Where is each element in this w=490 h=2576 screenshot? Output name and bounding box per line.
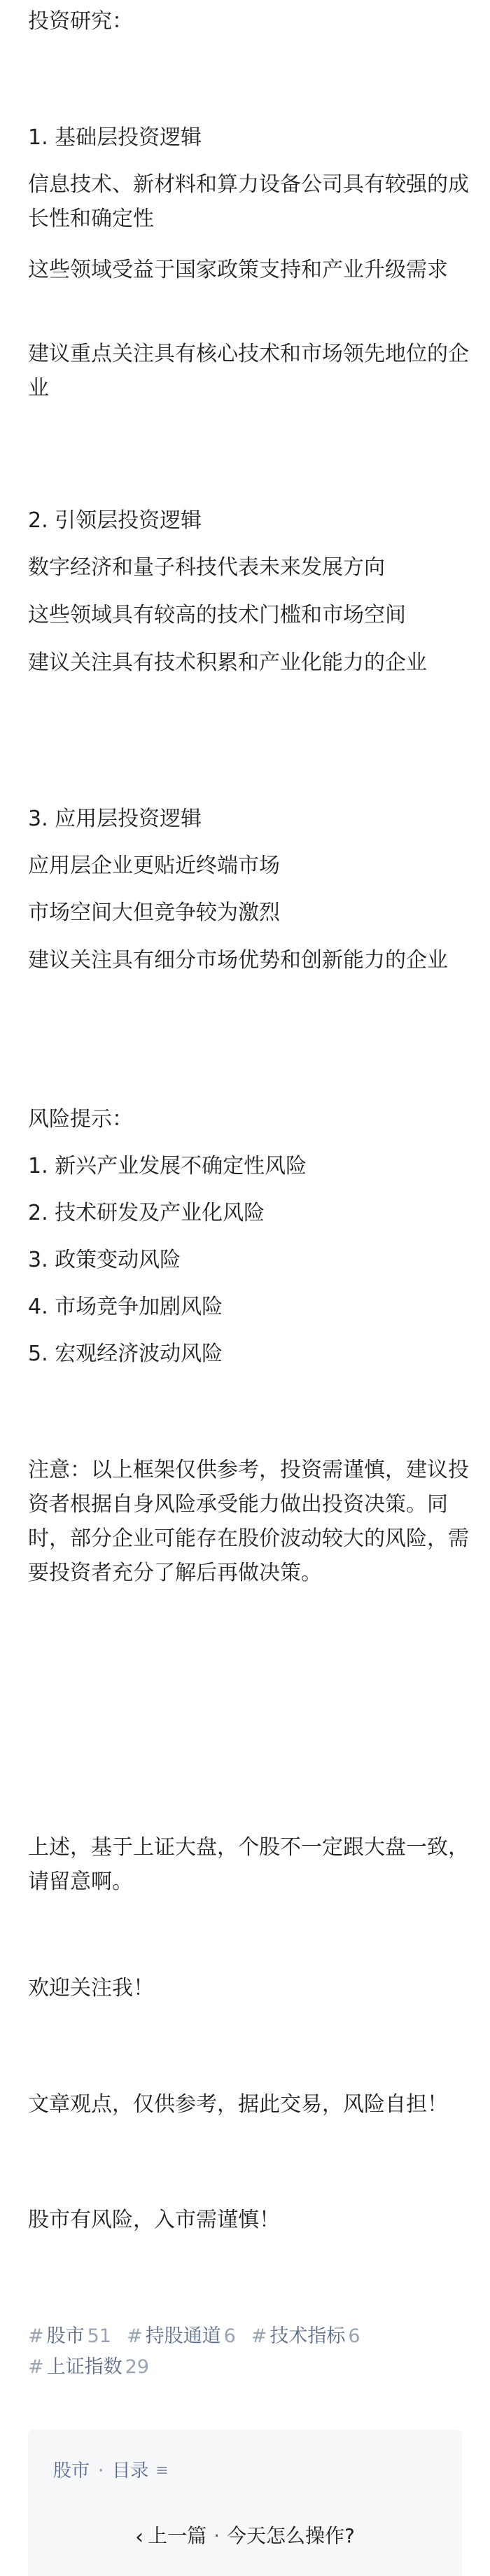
article-paragraph: 建议关注具有细分市场优势和创新能力的企业 [28,948,448,973]
chevron-left-icon: ‹ [135,2525,144,2549]
previous-separator: · [214,2524,220,2547]
article-paragraph: 风险提示： [28,1107,133,1132]
tag-item[interactable] [28,2356,149,2378]
article-paragraph: 上述，基于上证大盘，个股不一定跟大盘一致，请留意啊。 [28,1835,469,1894]
previous-title[interactable]: 今天怎么操作? [227,2524,355,2547]
tag-count: 6 [348,2325,360,2347]
article-paragraph: 建议重点关注具有核心技术和市场领先地位的企业 [28,342,469,401]
tag-name[interactable]: 持股通道 [145,2325,221,2347]
tag-count: 51 [87,2325,111,2347]
article-paragraph: 这些领域受益于国家政策支持和产业升级需求 [28,258,448,282]
tag-item[interactable] [28,2325,111,2347]
tag-name[interactable]: 上证指数 [46,2356,122,2378]
article-paragraph: 3. 应用层投资逻辑 [28,807,202,831]
article-paragraph: 1. 基础层投资逻辑 [28,125,202,150]
collection-breadcrumb[interactable] [53,2456,169,2482]
tag-name[interactable]: 股市 [46,2325,85,2347]
previous-article-link[interactable] [28,2521,462,2549]
tag-list [28,2321,462,2383]
tag-count: 6 [223,2325,236,2347]
article-paragraph: 1. 新兴产业发展不确定性风险 [28,1154,307,1178]
collection-name[interactable]: 股市 [53,2460,90,2481]
hashtag-icon: # [251,2325,267,2347]
article-paragraph: 这些领域具有较高的技术门槛和市场空间 [28,603,406,627]
toc-link[interactable]: 目录 [112,2460,149,2481]
previous-label[interactable]: 上一篇 [148,2524,207,2547]
article-paragraph: 信息技术、新材料和算力设备公司具有较强的成长性和确定性 [28,172,469,231]
article-paragraph: 2. 引领层投资逻辑 [28,508,202,533]
article-paragraph: 3. 政策变动风险 [28,1248,181,1272]
article-paragraph: 数字经济和量子科技代表未来发展方向 [28,555,385,580]
tag-count: 29 [125,2356,149,2378]
menu-lines-icon[interactable]: ≡ [155,2462,169,2479]
article-paragraph: 股市有风险，入市需谨慎！ [28,2208,280,2232]
article-paragraph: 投资研究： [28,9,133,34]
hashtag-icon: # [126,2325,143,2347]
breadcrumb-separator: · [98,2460,104,2481]
hashtag-icon: # [28,2356,44,2378]
article-paragraph: 文章观点，仅供参考，据此交易，风险自担！ [28,2092,448,2117]
article-paragraph: 注意：以上框架仅供参考，投资需谨慎，建议投资者根据自身风险承受能力做出投资决策。同时，部分企业可能存在股价波动较大的风险，需要投资者充分了解后再做决策。 [28,1458,469,1585]
article-paragraph: 建议关注具有技术积累和产业化能力的企业 [28,650,427,675]
hashtag-icon: # [28,2325,44,2347]
article-paragraph: 2. 技术研发及产业化风险 [28,1201,265,1225]
collection-nav-card [28,2430,462,2576]
article-paragraph: 5. 宏观经济波动风险 [28,1342,223,1366]
article-paragraph: 4. 市场竞争加剧风险 [28,1295,223,1319]
article-paragraph: 欢迎关注我！ [28,1976,154,2000]
tag-item[interactable] [251,2325,360,2347]
article-paragraph: 市场空间大但竞争较为激烈 [28,900,280,925]
tag-item[interactable] [127,2325,236,2347]
tag-name[interactable]: 技术指标 [270,2325,346,2347]
article-paragraph: 应用层企业更贴近终端市场 [28,854,280,878]
